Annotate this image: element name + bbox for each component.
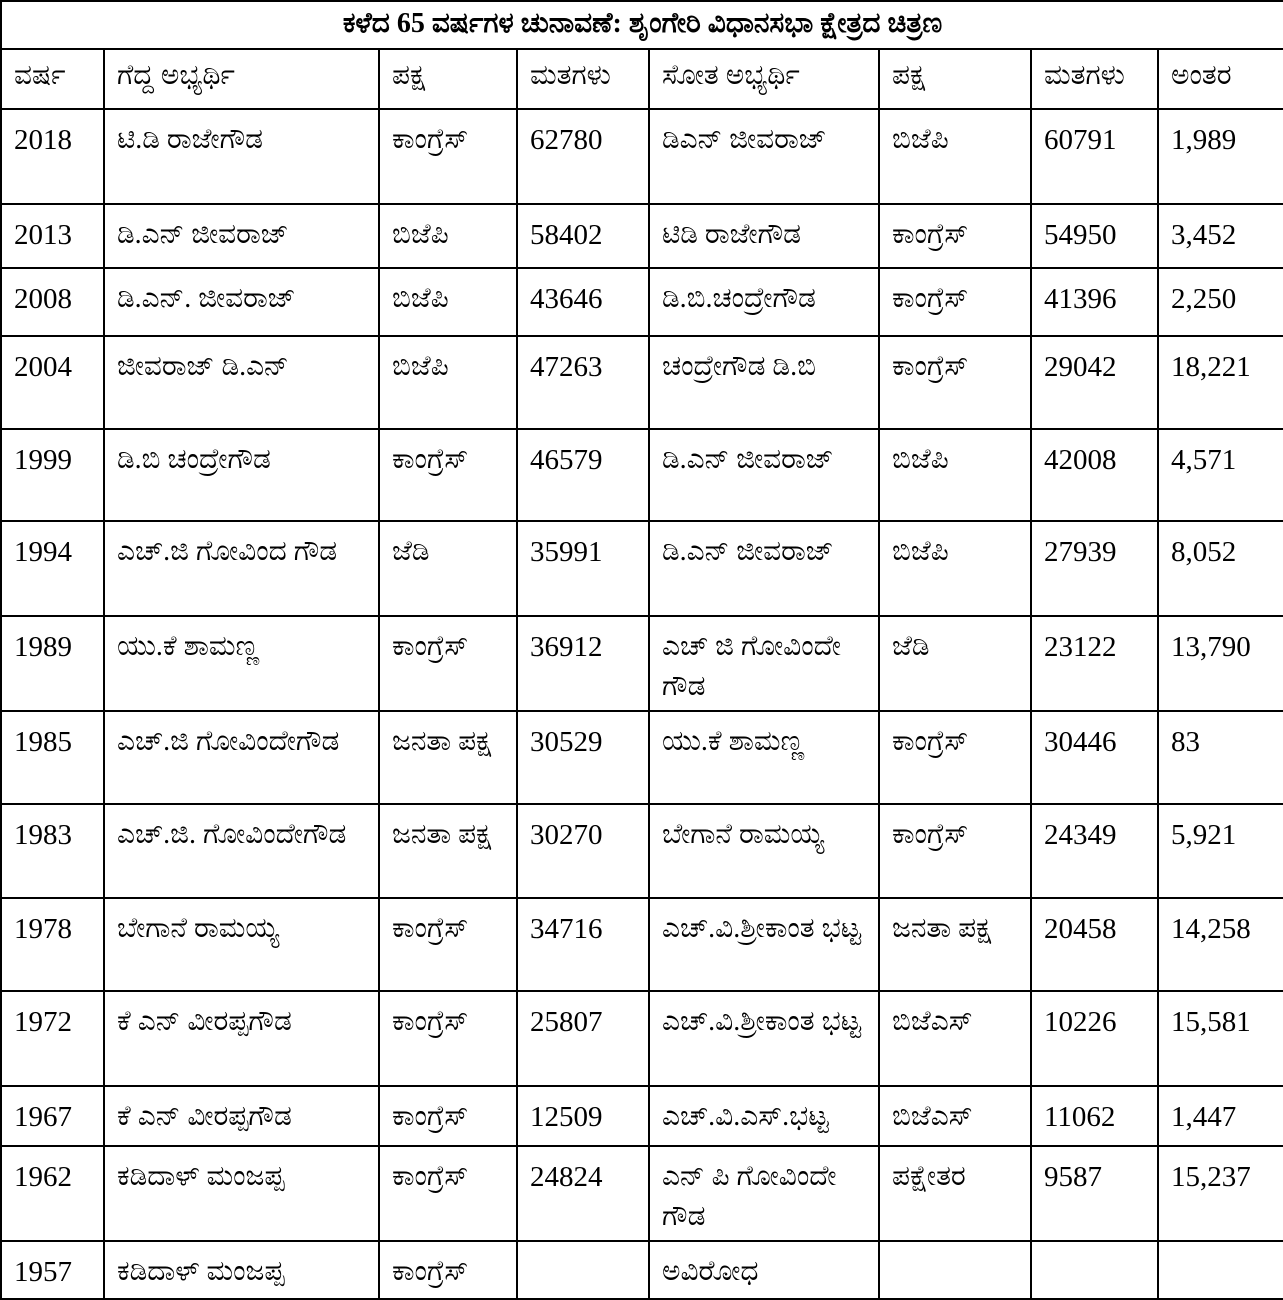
cell-year: 1972 [1, 991, 104, 1086]
table-row [1, 268, 1283, 336]
cell-loser-votes: 30446 [1031, 711, 1158, 804]
cell-margin: 15,581 [1158, 991, 1283, 1086]
table-row [1, 616, 1283, 711]
cell-loser: ಡಿಎನ್ ಜೀವರಾಜ್ [649, 109, 879, 204]
cell-loser: ಡಿ.ಬಿ.ಚಂದ್ರೇಗೌಡ [649, 268, 879, 336]
cell-year: 1978 [1, 898, 104, 991]
cell-winner-votes: 34716 [517, 898, 649, 991]
cell-loser-party: ಕಾಂಗ್ರೆಸ್ [879, 336, 1031, 429]
cell-loser: ಡಿ.ಎನ್ ಜೀವರಾಜ್ [649, 429, 879, 521]
cell-winner-party: ಬಿಜೆಪಿ [379, 204, 517, 268]
cell-winner: ಜೀವರಾಜ್ ಡಿ.ಎನ್ [104, 336, 379, 429]
cell-loser-party: ಬಿಜೆಎಸ್ [879, 1086, 1031, 1146]
cell-winner: ಡಿ.ಬಿ ಚಂದ್ರೇಗೌಡ [104, 429, 379, 521]
cell-loser-votes: 10226 [1031, 991, 1158, 1086]
cell-winner-votes: 62780 [517, 109, 649, 204]
cell-year: 1983 [1, 804, 104, 898]
cell-margin: 18,221 [1158, 336, 1283, 429]
cell-year: 1994 [1, 521, 104, 616]
cell-winner-party: ಕಾಂಗ್ರೆಸ್ [379, 616, 517, 711]
cell-year: 2018 [1, 109, 104, 204]
cell-winner-party: ಕಾಂಗ್ರೆಸ್ [379, 429, 517, 521]
cell-winner-party: ಜನತಾ ಪಕ್ಷ [379, 711, 517, 804]
table-row [1, 521, 1283, 616]
table-row [1, 336, 1283, 429]
cell-loser-party: ಕಾಂಗ್ರೆಸ್ [879, 711, 1031, 804]
cell-loser: ಯು.ಕೆ ಶಾಮಣ್ಣ [649, 711, 879, 804]
cell-loser: ಟಿಡಿ ರಾಜೇಗೌಡ [649, 204, 879, 268]
table-row [1, 991, 1283, 1086]
cell-winner: ಟಿ.ಡಿ ರಾಜೇಗೌಡ [104, 109, 379, 204]
cell-winner-party: ಜನತಾ ಪಕ್ಷ [379, 804, 517, 898]
cell-winner-votes: 43646 [517, 268, 649, 336]
cell-year: 2013 [1, 204, 104, 268]
cell-margin: 14,258 [1158, 898, 1283, 991]
cell-loser: ಎಚ್.ವಿ.ಶ್ರೀಕಾಂತ ಭಟ್ಟ [649, 898, 879, 991]
table-row [1, 1241, 1283, 1299]
table-row [1, 804, 1283, 898]
cell-winner-votes: 58402 [517, 204, 649, 268]
cell-loser-party: ಕಾಂಗ್ರೆಸ್ [879, 804, 1031, 898]
cell-winner: ಡಿ.ಎನ್. ಜೀವರಾಜ್ [104, 268, 379, 336]
cell-winner: ಕಡಿದಾಳ್ ಮಂಜಪ್ಪ [104, 1146, 379, 1241]
cell-winner-party: ಕಾಂಗ್ರೆಸ್ [379, 898, 517, 991]
cell-winner-votes: 30270 [517, 804, 649, 898]
table-row [1, 429, 1283, 521]
cell-winner-party: ಬಿಜೆಪಿ [379, 268, 517, 336]
cell-winner-party: ಬಿಜೆಪಿ [379, 336, 517, 429]
cell-winner: ಡಿ.ಎನ್ ಜೀವರಾಜ್ [104, 204, 379, 268]
cell-winner-party: ಕಾಂಗ್ರೆಸ್ [379, 1086, 517, 1146]
cell-winner-votes: 25807 [517, 991, 649, 1086]
cell-loser: ಎಚ್.ವಿ.ಎಸ್.ಭಟ್ಟ [649, 1086, 879, 1146]
column-header-winner-party: ಪಕ್ಷ [379, 49, 517, 109]
cell-loser: ಎನ್ ಪಿ ಗೋವಿಂದೇ ಗೌಡ [649, 1146, 879, 1241]
cell-loser-votes: 9587 [1031, 1146, 1158, 1241]
cell-loser-votes: 20458 [1031, 898, 1158, 991]
cell-loser-votes: 29042 [1031, 336, 1158, 429]
cell-loser-party: ಬಿಜೆಎಸ್ [879, 991, 1031, 1086]
cell-loser-votes: 23122 [1031, 616, 1158, 711]
cell-winner-party: ಕಾಂಗ್ರೆಸ್ [379, 1241, 517, 1299]
cell-loser: ಅವಿರೋಧ [649, 1241, 879, 1299]
cell-loser-votes: 24349 [1031, 804, 1158, 898]
cell-winner-votes: 12509 [517, 1086, 649, 1146]
table-row [1, 1086, 1283, 1146]
column-header-winner: ಗೆದ್ದ ಅಭ್ಯರ್ಥಿ [104, 49, 379, 109]
table-row [1, 898, 1283, 991]
cell-loser: ಎಚ್.ವಿ.ಶ್ರೀಕಾಂತ ಭಟ್ಟ [649, 991, 879, 1086]
cell-margin: 8,052 [1158, 521, 1283, 616]
cell-loser-party: ಬಿಜೆಪಿ [879, 521, 1031, 616]
column-header-winner-votes: ಮತಗಳು [517, 49, 649, 109]
cell-winner-party: ಜೆಡಿ [379, 521, 517, 616]
column-header-margin: ಅಂತರ [1158, 49, 1283, 109]
cell-loser-votes: 60791 [1031, 109, 1158, 204]
cell-loser-party: ಜೆಡಿ [879, 616, 1031, 711]
cell-year: 1985 [1, 711, 104, 804]
cell-winner: ಕಡಿದಾಳ್ ಮಂಜಪ್ಪ [104, 1241, 379, 1299]
cell-winner: ಯು.ಕೆ ಶಾಮಣ್ಣ [104, 616, 379, 711]
cell-loser-votes [1031, 1241, 1158, 1299]
column-header-loser-votes: ಮತಗಳು [1031, 49, 1158, 109]
cell-loser-votes: 11062 [1031, 1086, 1158, 1146]
cell-loser-party: ಬಿಜೆಪಿ [879, 429, 1031, 521]
cell-margin: 15,237 [1158, 1146, 1283, 1241]
cell-margin: 83 [1158, 711, 1283, 804]
cell-winner: ಕೆ ಎನ್ ವೀರಪ್ಪಗೌಡ [104, 1086, 379, 1146]
cell-margin: 3,452 [1158, 204, 1283, 268]
cell-loser-party: ಪಕ್ಷೇತರ [879, 1146, 1031, 1241]
cell-winner: ಬೇಗಾನೆ ರಾಮಯ್ಯ [104, 898, 379, 991]
column-header-loser-party: ಪಕ್ಷ [879, 49, 1031, 109]
cell-year: 1962 [1, 1146, 104, 1241]
cell-winner: ಎಚ್.ಜಿ. ಗೋವಿಂದೇಗೌಡ [104, 804, 379, 898]
cell-loser-party: ಜನತಾ ಪಕ್ಷ [879, 898, 1031, 991]
cell-year: 1989 [1, 616, 104, 711]
cell-winner: ಎಚ್.ಜಿ ಗೋವಿಂದ ಗೌಡ [104, 521, 379, 616]
column-header-year: ವರ್ಷ [1, 49, 104, 109]
cell-winner-party: ಕಾಂಗ್ರೆಸ್ [379, 991, 517, 1086]
cell-year: 1999 [1, 429, 104, 521]
cell-year: 1957 [1, 1241, 104, 1299]
cell-loser-votes: 41396 [1031, 268, 1158, 336]
table-title: ಕಳೆದ 65 ವರ್ಷಗಳ ಚುನಾವಣೆ: ಶೃಂಗೇರಿ ವಿಧಾನಸಭಾ ಕ್ಷೇತ್ರದ ಚಿತ್ರಣ [1, 1, 1283, 49]
cell-margin: 13,790 [1158, 616, 1283, 711]
cell-loser-votes: 27939 [1031, 521, 1158, 616]
cell-loser-party: ಬಿಜೆಪಿ [879, 109, 1031, 204]
header-row [1, 49, 1283, 109]
cell-loser-party: ಕಾಂಗ್ರೆಸ್ [879, 268, 1031, 336]
cell-winner-party: ಕಾಂಗ್ರೆಸ್ [379, 1146, 517, 1241]
cell-winner-votes [517, 1241, 649, 1299]
column-header-loser: ಸೋತ ಅಭ್ಯರ್ಥಿ [649, 49, 879, 109]
cell-winner-party: ಕಾಂಗ್ರೆಸ್ [379, 109, 517, 204]
table-row [1, 1146, 1283, 1241]
cell-winner-votes: 24824 [517, 1146, 649, 1241]
table-row [1, 204, 1283, 268]
cell-winner-votes: 47263 [517, 336, 649, 429]
cell-year: 2008 [1, 268, 104, 336]
cell-loser: ಡಿ.ಎನ್ ಜೀವರಾಜ್ [649, 521, 879, 616]
cell-margin: 1,989 [1158, 109, 1283, 204]
cell-loser-votes: 54950 [1031, 204, 1158, 268]
cell-year: 1967 [1, 1086, 104, 1146]
cell-winner-votes: 35991 [517, 521, 649, 616]
cell-margin: 4,571 [1158, 429, 1283, 521]
cell-margin: 1,447 [1158, 1086, 1283, 1146]
cell-margin [1158, 1241, 1283, 1299]
cell-winner: ಕೆ ಎನ್ ವೀರಪ್ಪಗೌಡ [104, 991, 379, 1086]
cell-loser: ಚಂದ್ರೇಗೌಡ ಡಿ.ಬಿ [649, 336, 879, 429]
table-row [1, 711, 1283, 804]
cell-winner-votes: 36912 [517, 616, 649, 711]
cell-winner: ಎಚ್.ಜಿ ಗೋವಿಂದೇಗೌಡ [104, 711, 379, 804]
cell-year: 2004 [1, 336, 104, 429]
cell-loser-votes: 42008 [1031, 429, 1158, 521]
cell-loser: ಎಚ್ ಜಿ ಗೋವಿಂದೇ ಗೌಡ [649, 616, 879, 711]
cell-loser: ಬೇಗಾನೆ ರಾಮಯ್ಯ [649, 804, 879, 898]
table-row [1, 109, 1283, 204]
cell-margin: 2,250 [1158, 268, 1283, 336]
cell-loser-party: ಕಾಂಗ್ರೆಸ್ [879, 204, 1031, 268]
cell-margin: 5,921 [1158, 804, 1283, 898]
cell-loser-party [879, 1241, 1031, 1299]
cell-winner-votes: 46579 [517, 429, 649, 521]
cell-winner-votes: 30529 [517, 711, 649, 804]
